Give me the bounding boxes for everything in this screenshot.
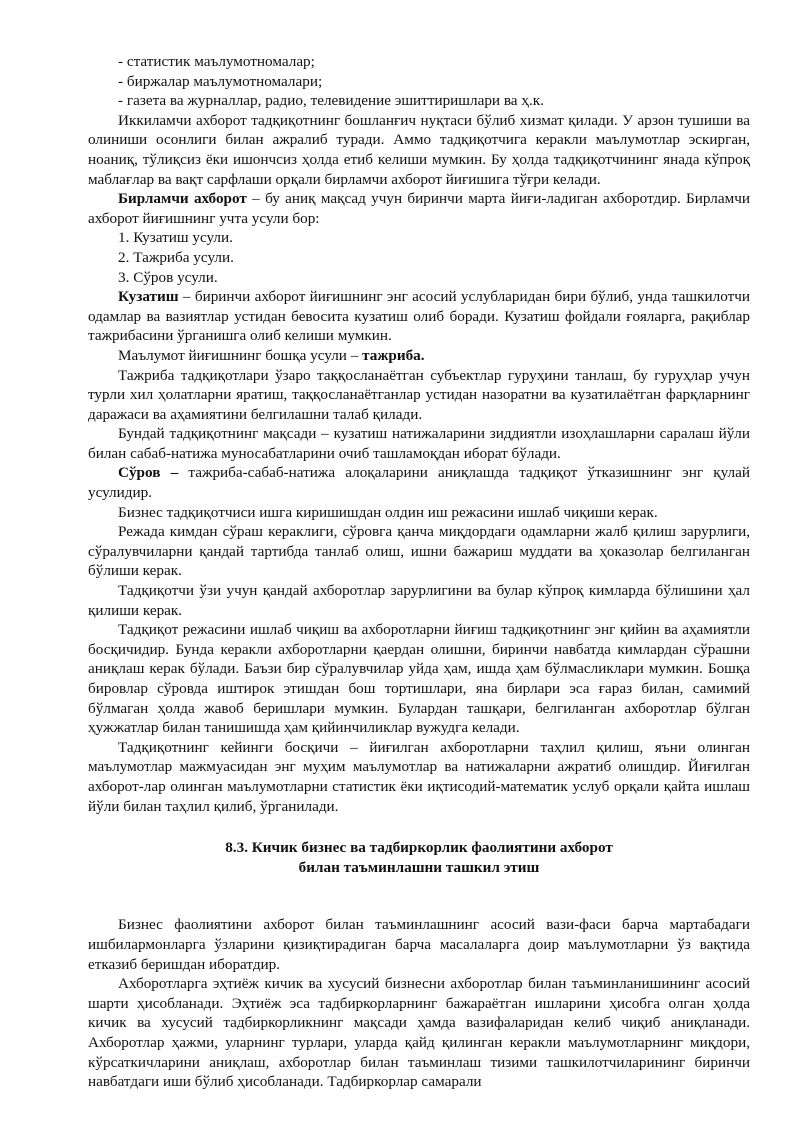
section-heading-line: билан таъминлашни ташкил этиш (298, 858, 540, 876)
paragraph-text: – бу аниқ мақсад учун биринчи марта йиғи-ладиган ахборотдир. Бирламчи ахборот йиғишнинг учта усули бор: (88, 190, 751, 227)
document-page (88, 52, 750, 1092)
paragraph-observation (88, 287, 750, 346)
term-observation: Кузатиш (118, 288, 179, 306)
paragraph-primary-info (88, 189, 750, 228)
list-item: 1. Кузатиш усули. (118, 229, 233, 247)
section-heading (88, 838, 750, 877)
term-experiment: тажриба. (362, 346, 425, 364)
paragraph: Тадқиқот режасини ишлаб чиқиш ва ахборотларни йиғиш тадқиқотнинг энг қийин ва аҳамиятли босқичидир. Бунда керакли ахборотларни қаердан олишни, биринчи навбатда кимлардан сўрашни аниқлаш керак бўлади. Баъзи бир сўралувчилар уйда ҳам, ишда ҳам бўлмасликлари мумкин. Бошқа бировлар сўровда иштирок этишдан бош тортишлари, яна бирлари эса ғараз билан, самимий бўлмаган ҳолда жавоб беришлари мумкин. Булардан ташқари, белгиланган ахборотлар бўлган ҳужжатлар билан танишишда ҳам қийинчиликлар вужудга келади. (88, 621, 750, 737)
paragraph: Ахборотларга эҳтиёж кичик ва хусусий бизнесни ахборотлар билан таъминланишининг асосий шарти ҳисобланади. Эҳтиёж эса тадбиркорларнинг бажараётган ишларини ҳисобга олган ҳолда кичик ва хусусий тадбиркорликнинг мақсади ҳамда вазифаларидан келиб чиқиб аниқланади. Ахборотлар ҳажми, уларнинг турлари, уларда қайд қилинган керакли маълумотларнинг миқдори, кўрсаткичларини аниқлаш, ахборотлар билан таъминлаш тизими ташкилотчиларининг биринчи навбатдаги иши бўлиб ҳисобланади. Тадбиркорлар самарали (88, 975, 750, 1091)
paragraph-text: Маълумот йиғишнинг бошқа усули – (118, 346, 363, 364)
paragraph: Бундай тадқиқотнинг мақсади – кузатиш натижаларини зиддиятли изоҳлашларни саралаш йўли билан сабаб-натижа муносабатларини очиб ташламоқдан иборат бўлади. (88, 425, 750, 462)
spacer (88, 877, 750, 915)
paragraph: Бизнес фаолиятини ахборот билан таъминлашнинг асосий вази-фаси барча мартабадаги ишбилармонларга ўзларини қизиқтирадиган барча масалаларга доир маълумотларни ўз вақтида етказиб беришдан иборатдир. (88, 916, 750, 973)
term-survey: Сўров – (118, 464, 179, 482)
list-item: 3. Сўров усули. (118, 268, 218, 286)
paragraph: Тадқиқотчи ўзи учун қандай ахборотлар зарурлигини ва булар кўпроқ кимларда бўлишини ҳал қилиши керак. (88, 582, 750, 619)
list-item: - газета ва журналлар, радио, телевидение эшиттиришлари ва ҳ.к. (118, 92, 544, 110)
list-item: 2. Тажриба усули. (118, 248, 234, 266)
list-item: - статистик маълумотномалар; (118, 53, 315, 70)
list-item: - биржалар маълумотномалари; (118, 72, 323, 90)
paragraph-experiment-intro (88, 346, 750, 366)
paragraph-secondary-info: Иккиламчи ахборот тадқиқотнинг бошланғич нуқтаси бўлиб хизмат қилади. У арзон тушиши ва олиниши осонлиги билан ажралиб туради. Аммо тадқиқотчига керакли маълумотлар эскирган, ноаниқ, тўлиқсиз ёки ишончсиз ҳолда етиб келиши мумкин. Бу ҳолда тадқиқотчининг янада кўпроқ маблағлар ва вақт сарфлаши орқали бирламчи ахборот йиғишига тўғри келади. (88, 111, 750, 188)
paragraph: Тажриба тадқиқотлари ўзаро таққосланаётган субъектлар гуруҳини танлаш, бу гуруҳлар учун турли хил ҳолатларни яратиш, таққосланаётганлар устидан назоратни ва кузатилаётган фарқларнинг даражаси ва аҳамиятини белгилашни талаб қилади. (88, 366, 750, 423)
paragraph-text: – биринчи ахборот йиғишнинг энг асосий услубларидан бири бўлиб, унда ташкилотчи одамлар ва вазиятлар устидан бевосита кузатиш олиб боради. Кузатиш фойдали ғояларга, рақиблар тажрибасини ўрганишга олиб келиши мумкин. (88, 288, 750, 345)
paragraph: Бизнес тадқиқотчиси ишга киришишдан олдин иш режасини ишлаб чиқиши керак. (118, 503, 658, 521)
section-heading-line: 8.3. Кичик бизнес ва тадбиркорлик фаолиятини ахборот (225, 839, 613, 857)
paragraph-survey (88, 463, 750, 502)
term-primary-info: Бирламчи ахборот (118, 190, 247, 208)
paragraph: Режада кимдан сўраш кераклиги, сўровга қанча миқдордаги одамларни жалб қилиш зарурлиги, сўралувчиларни қандай тартибда танлаб олиш, ишни бажариш муддати ва ҳоказолар белгиланган бўлиши керак. (88, 523, 750, 580)
paragraph-text: тажриба-сабаб-натижа алоқаларини аниқлашда тадқиқот ўтказишнинг энг қулай усулидир. (88, 464, 750, 502)
paragraph: Тадқиқотнинг кейинги босқичи – йиғилган ахборотларни таҳлил қилиш, яъни олинган маълумотлар мажмуасидан энг муҳим маълумотлар ва натижаларни ажратиб олишдир. Йиғилган ахборот-лар олинган маълумотларни статистик ёки иқтисодий-математик услуб орқали қайта ишлаш йўли билан таҳлил қилиб, ўрганилади. (88, 738, 750, 815)
